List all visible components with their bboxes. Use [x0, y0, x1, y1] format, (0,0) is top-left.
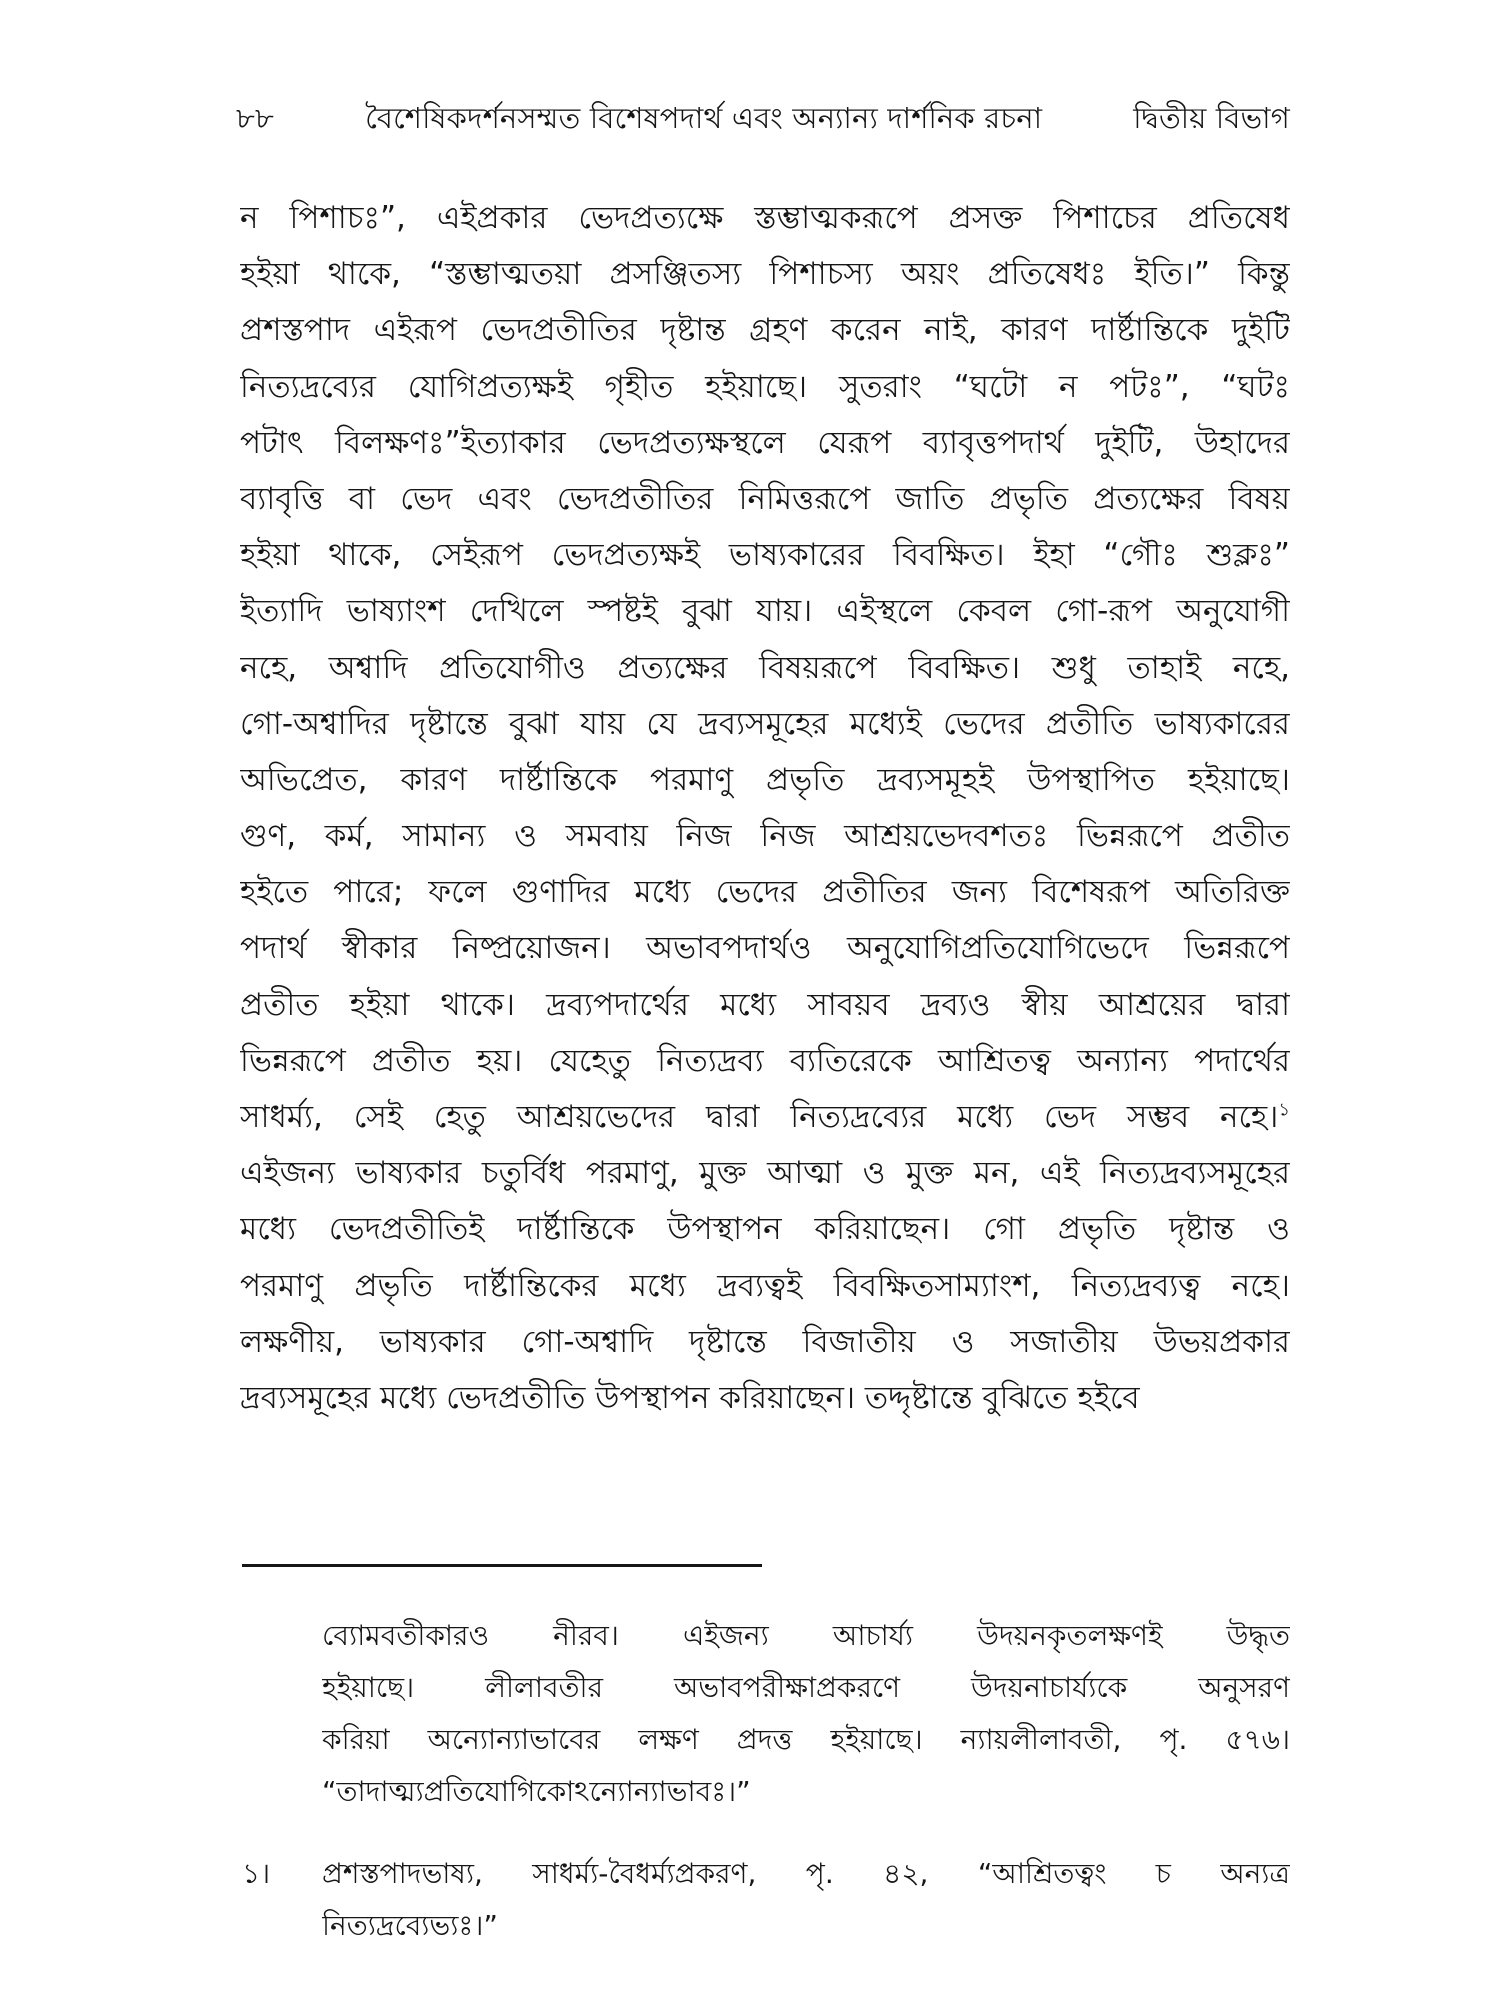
- running-title: বৈশেষিকদর্শনসম্মত বিশেষপদার্থ এবং অন্যান্য দার্শনিক রচনা: [365, 101, 1043, 135]
- body-line: ব্যাবৃত্তি বা ভেদ এবং ভেদপ্রতীতির নিমিত্তরূপে জাতি প্রভৃতি প্রত্যক্ষের বিষয়: [240, 480, 1290, 517]
- body-line: দ্রব্যসমূহের মধ্যে ভেদপ্রতীতি উপস্থাপন করিয়াছেন। তদ্দৃষ্টান্তে বুঝিতে হইবে: [240, 1379, 1140, 1416]
- footnote-line: নিত্যদ্রব্যেভ্যঃ।”: [322, 1909, 498, 1942]
- section-label: দ্বিতীয় বিভাগ: [1133, 101, 1290, 135]
- body-line: নহে, অশ্বাদি প্রতিযোগীও প্রত্যক্ষের বিষয়রূপে বিবক্ষিত। শুধু তাহাই নহে,: [240, 649, 1290, 686]
- body-line: নিত্যদ্রব্যের যোগিপ্রত্যক্ষই গৃহীত হইয়াছে। সুতরাং “ঘটো ন পটঃ”, “ঘটঃ: [240, 368, 1290, 405]
- footnote-marker: ১: [1278, 1099, 1290, 1121]
- body-text: [240, 190, 1290, 1426]
- footnote-line: হইয়াছে। লীলাবতীর অভাবপরীক্ষাপ্রকরণে উদয়নাচার্য্যকে অনুসরণ: [322, 1671, 1290, 1704]
- body-line: এইজন্য ভাষ্যকার চতুর্বিধ পরমাণু, মুক্ত আত্মা ও মুক্ত মন, এই নিত্যদ্রব্যসমূহের: [240, 1155, 1290, 1192]
- body-line: হইতে পারে; ফলে গুণাদির মধ্যে ভেদের প্রতীতির জন্য বিশেষরূপ অতিরিক্ত: [240, 874, 1290, 911]
- body-line: পদার্থ স্বীকার নিষ্প্রয়োজন। অভাবপদার্থও অনুযোগিপ্রতিযোগিভেদে ভিন্নরূপে: [240, 930, 1290, 967]
- body-line-text: সাধর্ম্য, সেই হেতু আশ্রয়ভেদের দ্বারা নিত্যদ্রব্যের মধ্যে ভেদ সম্ভব নহে।: [240, 1099, 1279, 1135]
- footnote-1: [242, 1848, 1290, 1952]
- body-line: প্রশস্তপাদ এইরূপ ভেদপ্রতীতির দৃষ্টান্ত গ্রহণ করেন নাই, কারণ দার্ষ্টান্তিকে দুইটি: [240, 312, 1290, 349]
- footnote-line: প্রশস্তপাদভাষ্য, সাধর্ম্য-বৈধর্ম্যপ্রকরণ, পৃ. ৪২, “আশ্রিতত্বং চ অন্যত্র: [322, 1857, 1290, 1890]
- footnote-line: করিয়া অন্যোন্যাভাবের লক্ষণ প্রদত্ত হইয়াছে। ন্যায়লীলাবতী, পৃ. ৫৭৬।: [322, 1723, 1290, 1756]
- body-line: মধ্যে ভেদপ্রতীতিই দার্ষ্টান্তিকে উপস্থাপন করিয়াছেন। গো প্রভৃতি দৃষ্টান্ত ও: [240, 1211, 1290, 1248]
- footnote-continued: [322, 1610, 1290, 1818]
- body-line: ইত্যাদি ভাষ্যাংশ দেখিলে স্পষ্টই বুঝা যায়। এইস্থলে কেবল গো-রূপ অনুযোগী: [240, 593, 1290, 630]
- footnote-separator: [242, 1564, 762, 1567]
- body-line: প্রতীত হইয়া থাকে। দ্রব্যপদার্থের মধ্যে সাবয়ব দ্রব্যও স্বীয় আশ্রয়ের দ্বারা: [240, 986, 1290, 1023]
- body-line: হইয়া থাকে, সেইরূপ ভেদপ্রত্যক্ষই ভাষ্যকারের বিবক্ষিত। ইহা “গৌঃ শুক্লঃ”: [240, 537, 1290, 574]
- body-line: পরমাণু প্রভৃতি দার্ষ্টান্তিকের মধ্যে দ্রব্যত্বই বিবক্ষিতসাম্যাংশ, নিত্যদ্রব্যত্ব নহে।: [240, 1267, 1290, 1304]
- footnote-line: ব্যোমবতীকারও নীরব। এইজন্য আচার্য্য উদয়নকৃতলক্ষণই উদ্ধৃত: [322, 1619, 1290, 1652]
- body-line: গো-অশ্বাদির দৃষ্টান্তে বুঝা যায় যে দ্রব্যসমূহের মধ্যেই ভেদের প্রতীতি ভাষ্যকারের: [240, 705, 1290, 742]
- body-line-with-footnote-ref: [240, 1089, 1290, 1145]
- footnote-number: ১।: [242, 1857, 271, 1890]
- body-line: হইয়া থাকে, “স্তম্ভাত্মতয়া প্রসঞ্জিতস্য পিশাচস্য অয়ং প্রতিষেধঃ ইতি।” কিন্তু: [240, 256, 1290, 293]
- body-line: গুণ, কর্ম, সামান্য ও সমবায় নিজ নিজ আশ্রয়ভেদবশতঃ ভিন্নরূপে প্রতীত: [240, 818, 1290, 855]
- footnote-line: “তাদাত্ম্যপ্রতিযোগিকোঽন্যোন্যাভাবঃ।”: [322, 1775, 751, 1808]
- body-line: ভিন্নরূপে প্রতীত হয়। যেহেতু নিত্যদ্রব্য ব্যতিরেকে আশ্রিতত্ব অন্যান্য পদার্থের: [240, 1042, 1290, 1079]
- body-line: পটাৎ বিলক্ষণঃ”ইত্যাকার ভেদপ্রত্যক্ষস্থলে যেরূপ ব্যাবৃত্তপদার্থ দুইটি, উহাদের: [240, 424, 1290, 461]
- body-line: লক্ষণীয়, ভাষ্যকার গো-অশ্বাদি দৃষ্টান্তে বিজাতীয় ও সজাতীয় উভয়প্রকার: [240, 1323, 1290, 1360]
- page-number: ৮৮: [236, 101, 275, 135]
- body-line: অভিপ্রেত, কারণ দার্ষ্টান্তিকে পরমাণু প্রভৃতি দ্রব্যসমূহই উপস্থাপিত হইয়াছে।: [240, 761, 1290, 798]
- running-header: [236, 96, 1290, 145]
- body-line: ন পিশাচঃ”, এইপ্রকার ভেদপ্রত্যক্ষে স্তম্ভাত্মকরূপে প্রসক্ত পিশাচের প্রতিষেধ: [240, 200, 1290, 236]
